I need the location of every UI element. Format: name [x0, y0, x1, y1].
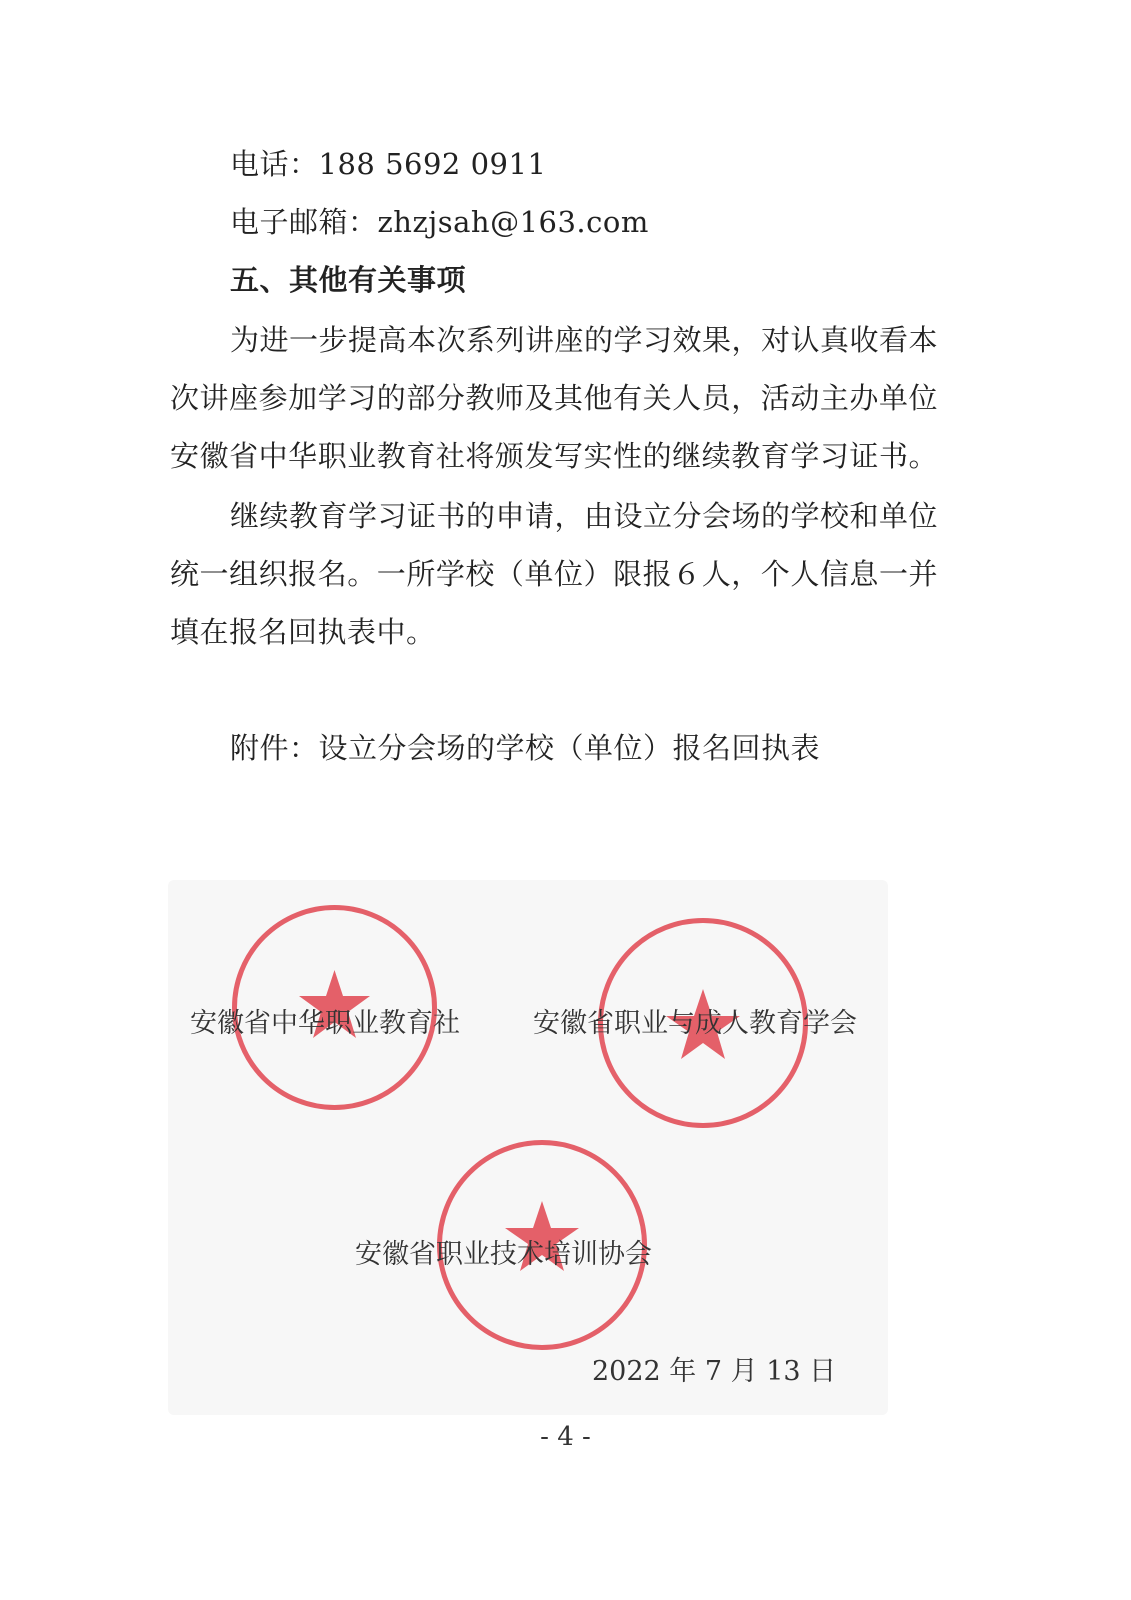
document-date: 2022 年 7 月 13 日	[592, 1356, 837, 1387]
paragraph-line: 统一组织报名。一所学校（单位）限报６人，个人信息一并	[170, 557, 938, 591]
org-signature: 安徽省职业技术培训协会	[355, 1239, 652, 1270]
paragraph-line: 安徽省中华职业教育社将颁发写实性的继续教育学习证书。	[170, 439, 938, 473]
page-number: - 4 -	[540, 1422, 591, 1452]
paragraph-line: 填在报名回执表中。	[170, 615, 436, 649]
email-line: 电子邮箱：zhzjsah@163.com	[230, 205, 649, 239]
section-heading: 五、其他有关事项	[230, 263, 467, 297]
paragraph-line: 继续教育学习证书的申请，由设立分会场的学校和单位	[230, 499, 939, 533]
phone-line: 电话：188 5692 0911	[230, 147, 547, 181]
org-signature: 安徽省中华职业教育社	[190, 1008, 460, 1039]
paragraph-line: 为进一步提高本次系列讲座的学习效果，对认真收看本	[230, 323, 939, 357]
org-signature: 安徽省职业与成人教育学会	[533, 1008, 857, 1039]
paragraph-line: 次讲座参加学习的部分教师及其他有关人员，活动主办单位	[170, 381, 938, 415]
attachment-line: 附件：设立分会场的学校（单位）报名回执表	[230, 731, 821, 765]
